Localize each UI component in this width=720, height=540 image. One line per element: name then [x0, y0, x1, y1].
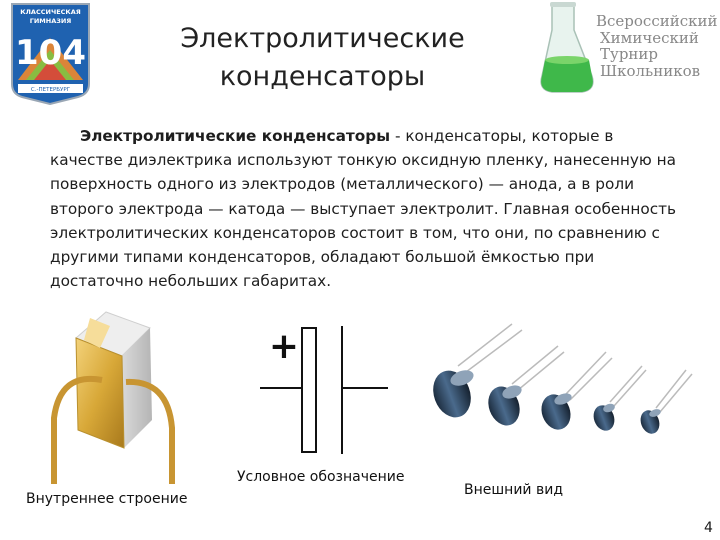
- definition-paragraph: [50, 124, 690, 293]
- olympiad-name: [596, 13, 718, 79]
- title-line-1: Электролитические: [180, 23, 465, 54]
- olympiad-line-3: Турнир: [600, 45, 659, 63]
- definition-text: - конденсаторы, которые в качестве диэлектрика используют тонкую оксидную пленку, нанесенную на поверхность одного из электродов (металлического) — анода, а в роли второго электрода — катода — выступает электролит. Главная особенность электролитических конденсаторов состоит в том, что они, по сравнению с другими типами конденсаторов, обладают большой ёмкостью при достаточно небольших габаритах.: [50, 127, 677, 291]
- definition-term: Электролитические конденсаторы: [80, 127, 391, 145]
- page-number: 4: [704, 520, 713, 536]
- caption-external-view: Внешний вид: [464, 482, 564, 498]
- external-view-illustration: [420, 318, 720, 448]
- olympiad-line-2: Химический: [600, 28, 699, 47]
- capacitor-symbol: [250, 318, 400, 458]
- plus-sign: +: [268, 326, 300, 367]
- caption-inner-structure: Внутреннее строение: [26, 491, 188, 507]
- inner-structure-illustration: [30, 308, 230, 488]
- page-title: [150, 20, 495, 96]
- olympiad-line-4: Школьников: [600, 61, 701, 80]
- title-line-2: конденсаторы: [219, 61, 426, 92]
- school-logo-number: 104: [15, 33, 86, 73]
- school-logo-line2: ГИМНАЗИЯ: [29, 17, 72, 25]
- school-logo-city: С.-ПЕТЕРБУРГ: [30, 87, 71, 93]
- school-logo-line1: КЛАССИЧЕСКАЯ: [20, 8, 81, 16]
- olympiad-line-1: Всероссийский: [596, 12, 718, 30]
- caption-symbol: Условное обозначение: [237, 469, 405, 485]
- school-logo: [8, 2, 93, 105]
